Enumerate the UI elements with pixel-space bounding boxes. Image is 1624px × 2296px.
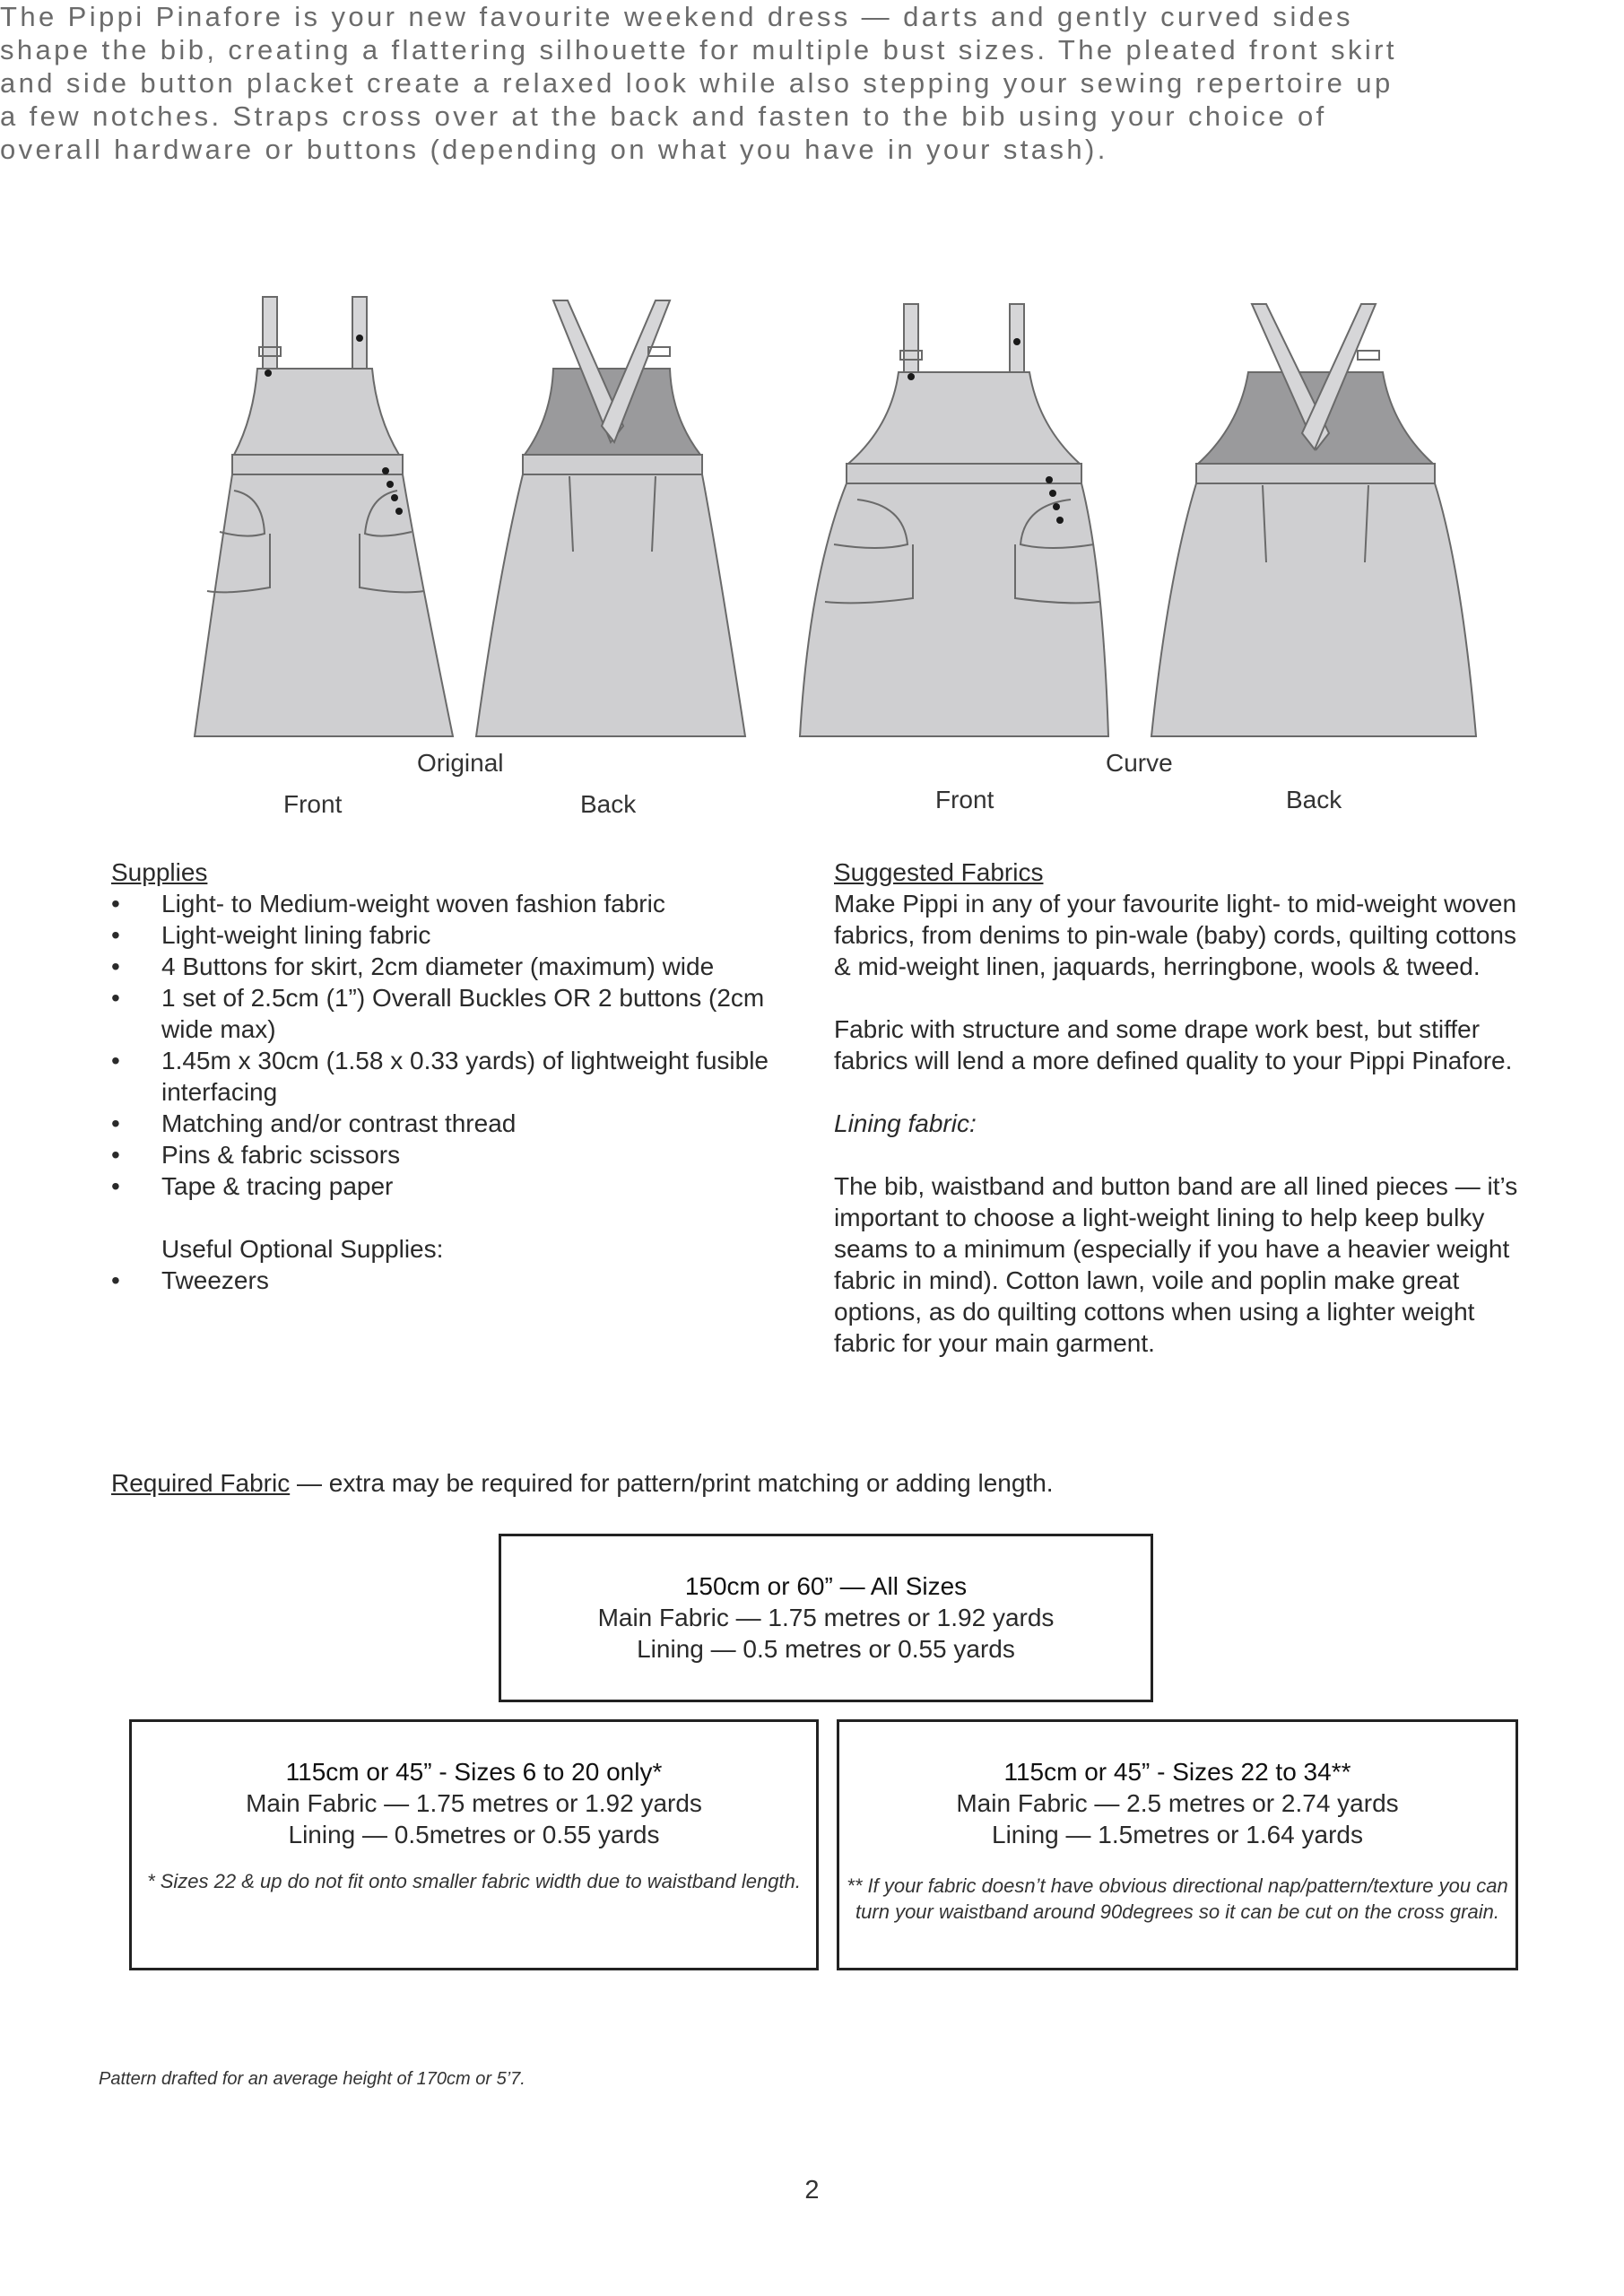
- caption-curve-back: Back: [1286, 786, 1342, 813]
- illustration-original-back: [471, 291, 749, 740]
- caption-curve-front: Front: [935, 786, 994, 813]
- fabric-box-150cm: [499, 1534, 1153, 1702]
- box-main-fabric: Main Fabric — 1.75 metres or 1.92 yards: [246, 1789, 702, 1817]
- box-lining: Lining — 1.5metres or 1.64 yards: [992, 1821, 1363, 1848]
- box-title: 150cm or 60” — All Sizes: [684, 1572, 968, 1600]
- box-lining: Lining — 0.5metres or 0.55 yards: [288, 1821, 660, 1848]
- list-item: • Light-weight lining fabric: [111, 919, 793, 951]
- list-item: • Light- to Medium-weight woven fashion fabric: [111, 888, 793, 919]
- list-item: • 1.45m x 30cm (1.58 x 0.33 yards) of lightweight fusible interfacing: [111, 1045, 793, 1108]
- illustration-curve-back: [1148, 291, 1480, 740]
- optional-supplies-heading: Useful Optional Supplies:: [161, 1235, 444, 1263]
- list-item: • Tape & tracing paper: [111, 1170, 793, 1202]
- fabrics-paragraph-1: Make Pippi in any of your favourite light- to mid-weight woven fabrics, from denims to pin-wale (baby) cords, quilting cottons & mid-weight linen, jaquards, herringbone, wools & tweed.: [834, 890, 1517, 980]
- supplies-list: [111, 888, 793, 1202]
- suggested-fabrics-heading: Suggested Fabrics: [834, 858, 1044, 886]
- box-title: 115cm or 45” - Sizes 6 to 20 only*: [285, 1758, 663, 1786]
- box-title: 115cm or 45” - Sizes 22 to 34**: [1003, 1758, 1351, 1786]
- list-item: • 4 Buttons for skirt, 2cm diameter (maximum) wide: [111, 951, 793, 982]
- optional-supplies-list: [111, 1265, 793, 1296]
- fabrics-paragraph-2: Fabric with structure and some drape work best, but stiffer fabrics will lend a more defined quality to your Pippi Pinafore.: [834, 1015, 1513, 1074]
- list-item: • Pins & fabric scissors: [111, 1139, 793, 1170]
- box-note: * Sizes 22 & up do not fit onto smaller fabric width due to waistband length.: [147, 1870, 801, 1892]
- required-fabric-line: [111, 1467, 1546, 1499]
- fabric-box-115cm-sizes-22-34: [837, 1719, 1518, 1970]
- box-lining: Lining — 0.5 metres or 0.55 yards: [637, 1635, 1015, 1663]
- intro-paragraph: The Pippi Pinafore is your new favourite weekend dress — darts and gently curved sides shape the bib, creating a flattering silhouette for multiple bust sizes. The pleated front skirt and side button placket create a relaxed look while also stepping your sewing repertoire up a few notches. Straps cross over at the back and fasten to the bib using your choice of overall hardware or buttons (depending on what you have in your stash).: [0, 1, 1397, 165]
- suggested-fabrics-section: [834, 857, 1524, 1359]
- caption-original: Original: [417, 749, 504, 777]
- lining-fabric-heading: Lining fabric:: [834, 1109, 977, 1137]
- supplies-heading: Supplies: [111, 858, 208, 886]
- footnote: Pattern drafted for an average height of 170cm or 5’7.: [99, 2069, 525, 2089]
- box-main-fabric: Main Fabric — 2.5 metres or 2.74 yards: [956, 1789, 1399, 1817]
- supplies-section: [111, 857, 793, 1296]
- page-number: 2: [804, 2176, 820, 2205]
- fabric-box-115cm-sizes-6-20: [129, 1719, 819, 1970]
- caption-original-front: Front: [283, 790, 343, 818]
- box-note: ** If your fabric doesn’t have obvious directional nap/pattern/texture you can turn your waistband around 90degrees so it can be cut on the cross grain.: [847, 1874, 1508, 1923]
- required-fabric-text: — extra may be required for pattern/print matching or adding length.: [290, 1469, 1054, 1497]
- lining-paragraph: The bib, waistband and button band are all lined pieces — it’s important to choose a light-weight lining to help keep bulky seams to a minimum (especially if you have a heavier weight fabric in mind). Cotton lawn, voile and poplin make great options, as do quilting cottons when using a lighter weight fabric for your main garment.: [834, 1172, 1518, 1357]
- caption-original-back: Back: [580, 790, 637, 818]
- illustration-curve-front: [798, 291, 1112, 740]
- box-main-fabric: Main Fabric — 1.75 metres or 1.92 yards: [597, 1604, 1055, 1631]
- list-item: • Tweezers: [111, 1265, 793, 1296]
- required-fabric-label: Required Fabric: [111, 1469, 291, 1497]
- list-item: • 1 set of 2.5cm (1”) Overall Buckles OR 2 buttons (2cm wide max): [111, 982, 793, 1045]
- list-item: • Matching and/or contrast thread: [111, 1108, 793, 1139]
- illustration-original-front: [193, 291, 462, 740]
- caption-curve: Curve: [1106, 749, 1173, 777]
